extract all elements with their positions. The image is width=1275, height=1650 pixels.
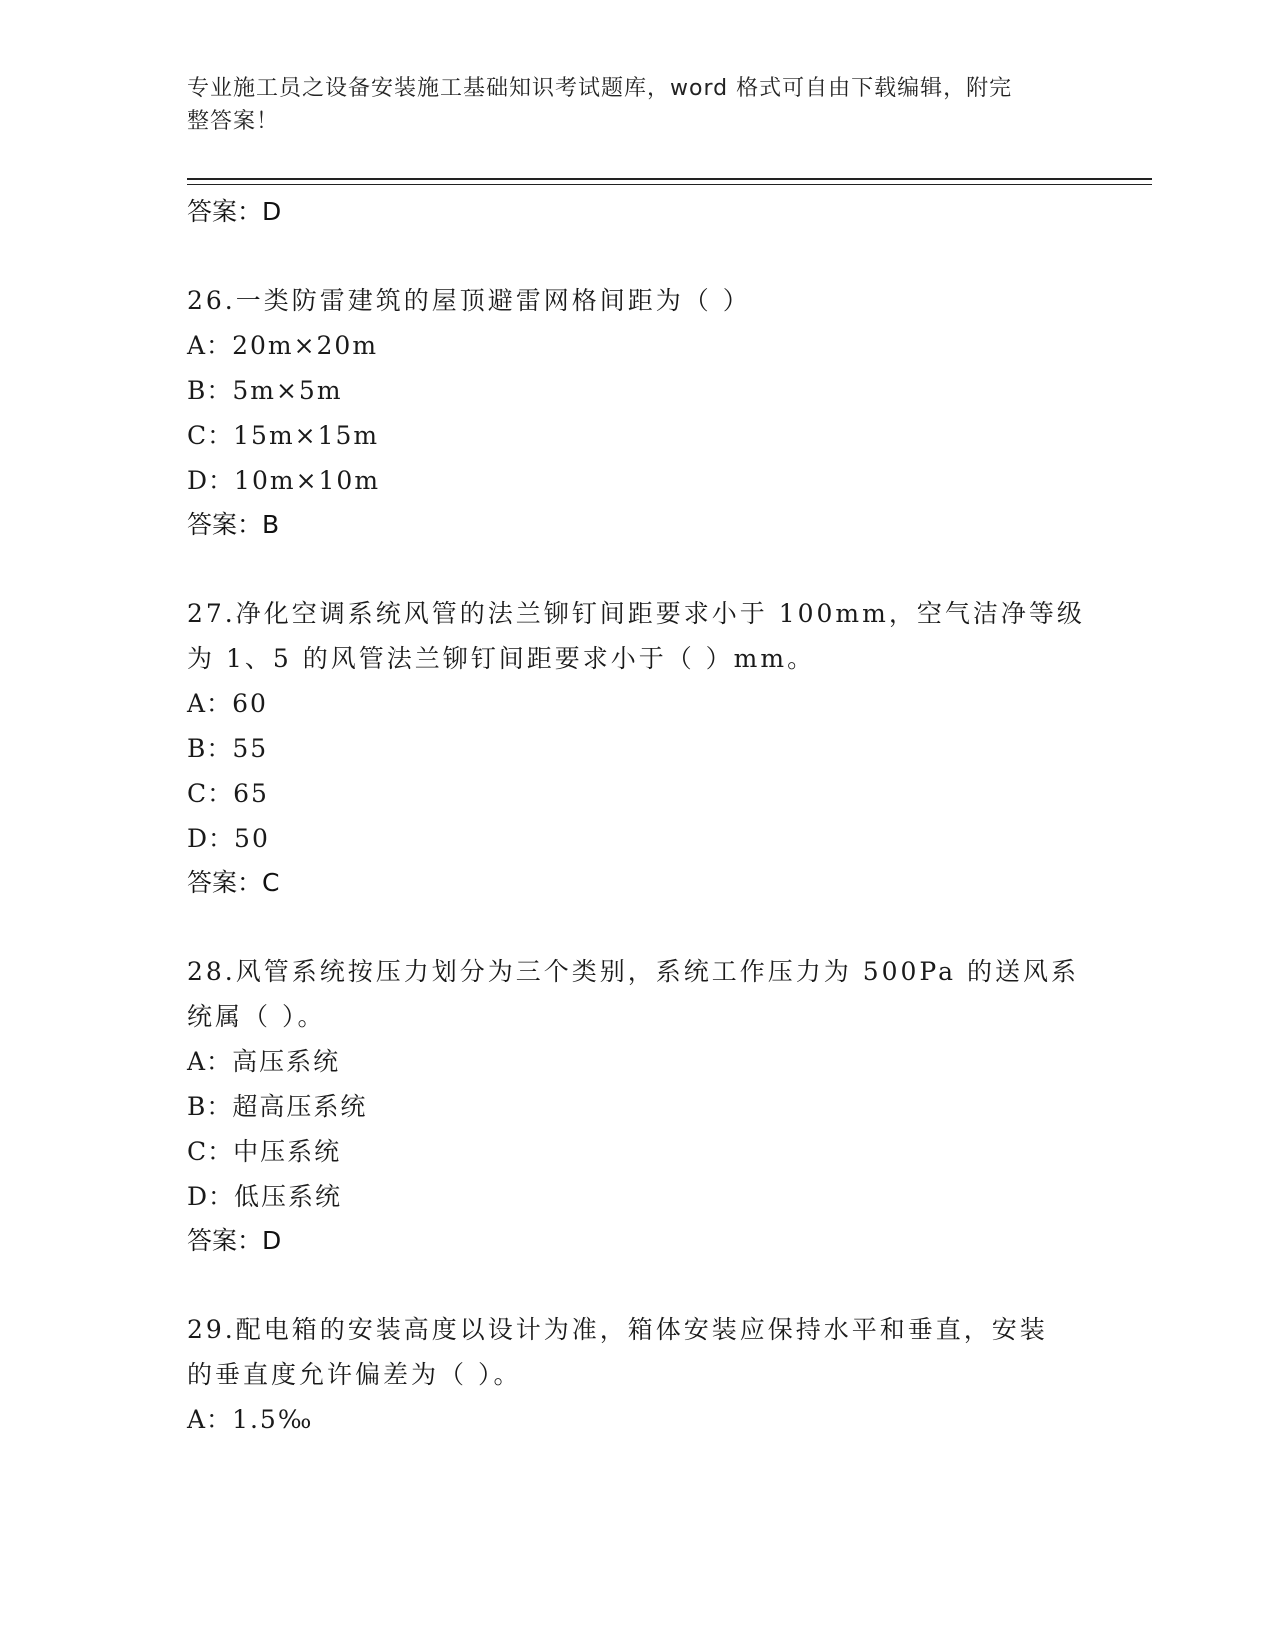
option-letter: B： xyxy=(187,376,233,405)
question-26-option-a xyxy=(187,323,1087,368)
answer-27: 答案：C xyxy=(187,868,280,897)
question-27-text-line-2: 为 1、5 的风管法兰铆钉间距要求小于（ ）mm。 xyxy=(187,644,816,673)
option-text: 20m×20m xyxy=(232,331,379,360)
question-28-option-b xyxy=(187,1084,1087,1129)
question-27-option-a xyxy=(187,681,1087,726)
option-letter: A： xyxy=(187,331,233,360)
header-line-1: 专业施工员之设备安装施工基础知识考试题库，word 格式可自由下载编辑，附完 xyxy=(187,76,1013,101)
question-29-text-line-1: 29.配电箱的安装高度以设计为准，箱体安装应保持水平和垂直，安装 xyxy=(187,1315,1048,1344)
option-text: 低压系统 xyxy=(234,1182,343,1211)
question-28-option-d xyxy=(187,1174,1087,1219)
option-text: 中压系统 xyxy=(233,1137,342,1166)
question-28-text-line-2: 统属（ ）。 xyxy=(187,1002,326,1031)
option-text: 65 xyxy=(233,779,269,808)
question-26 xyxy=(187,278,1087,540)
option-letter: C： xyxy=(187,1137,234,1166)
question-29-option-a xyxy=(187,1397,1087,1442)
answer-28: 答案：D xyxy=(187,1226,282,1255)
question-27 xyxy=(187,591,1087,898)
question-26-option-c xyxy=(187,413,1087,458)
question-29 xyxy=(187,1307,1087,1442)
option-text: 超高压系统 xyxy=(232,1092,368,1121)
question-26-text: 26.一类防雷建筑的屋顶避雷网格间距为（ ） xyxy=(187,286,751,315)
answer-25: 答案：D xyxy=(187,197,282,226)
option-letter: D： xyxy=(187,1182,235,1211)
question-28-option-c xyxy=(187,1129,1087,1174)
question-27-option-d xyxy=(187,816,1087,861)
option-text: 10m×10m xyxy=(234,466,381,495)
header-rule-thick xyxy=(187,178,1152,180)
question-27-option-b xyxy=(187,726,1087,771)
option-letter: D： xyxy=(187,824,235,853)
option-letter: C： xyxy=(187,421,234,450)
option-letter: B： xyxy=(187,1092,233,1121)
question-27-option-c xyxy=(187,771,1087,816)
option-letter: A： xyxy=(187,1405,233,1434)
option-letter: A： xyxy=(187,689,233,718)
answer-26: 答案：B xyxy=(187,510,280,539)
question-26-option-d xyxy=(187,458,1087,503)
question-28-option-a xyxy=(187,1039,1087,1084)
option-text: 1.5‰ xyxy=(232,1405,314,1434)
question-28-text-line-1: 28.风管系统按压力划分为三个类别，系统工作压力为 500Pa 的送风系 xyxy=(187,957,1079,986)
option-letter: D： xyxy=(187,466,235,495)
option-text: 60 xyxy=(232,689,268,718)
page-header xyxy=(187,72,1067,138)
option-text: 15m×15m xyxy=(233,421,380,450)
option-text: 55 xyxy=(232,734,269,763)
option-letter: C： xyxy=(187,779,234,808)
header-line-2: 整答案！ xyxy=(187,109,280,134)
question-27-text-line-1: 27.净化空调系统风管的法兰铆钉间距要求小于 100mm，空气洁净等级 xyxy=(187,599,1085,628)
option-letter: B： xyxy=(187,734,233,763)
option-text: 5m×5m xyxy=(232,376,343,405)
question-28 xyxy=(187,949,1087,1256)
question-list xyxy=(187,190,1087,1442)
option-letter: A： xyxy=(187,1047,233,1076)
question-29-text-line-2: 的垂直度允许偏差为（ ）。 xyxy=(187,1360,522,1389)
header-rule-thin xyxy=(187,184,1152,185)
option-text: 50 xyxy=(234,824,270,853)
option-text: 高压系统 xyxy=(232,1047,341,1076)
question-26-option-b xyxy=(187,368,1087,413)
